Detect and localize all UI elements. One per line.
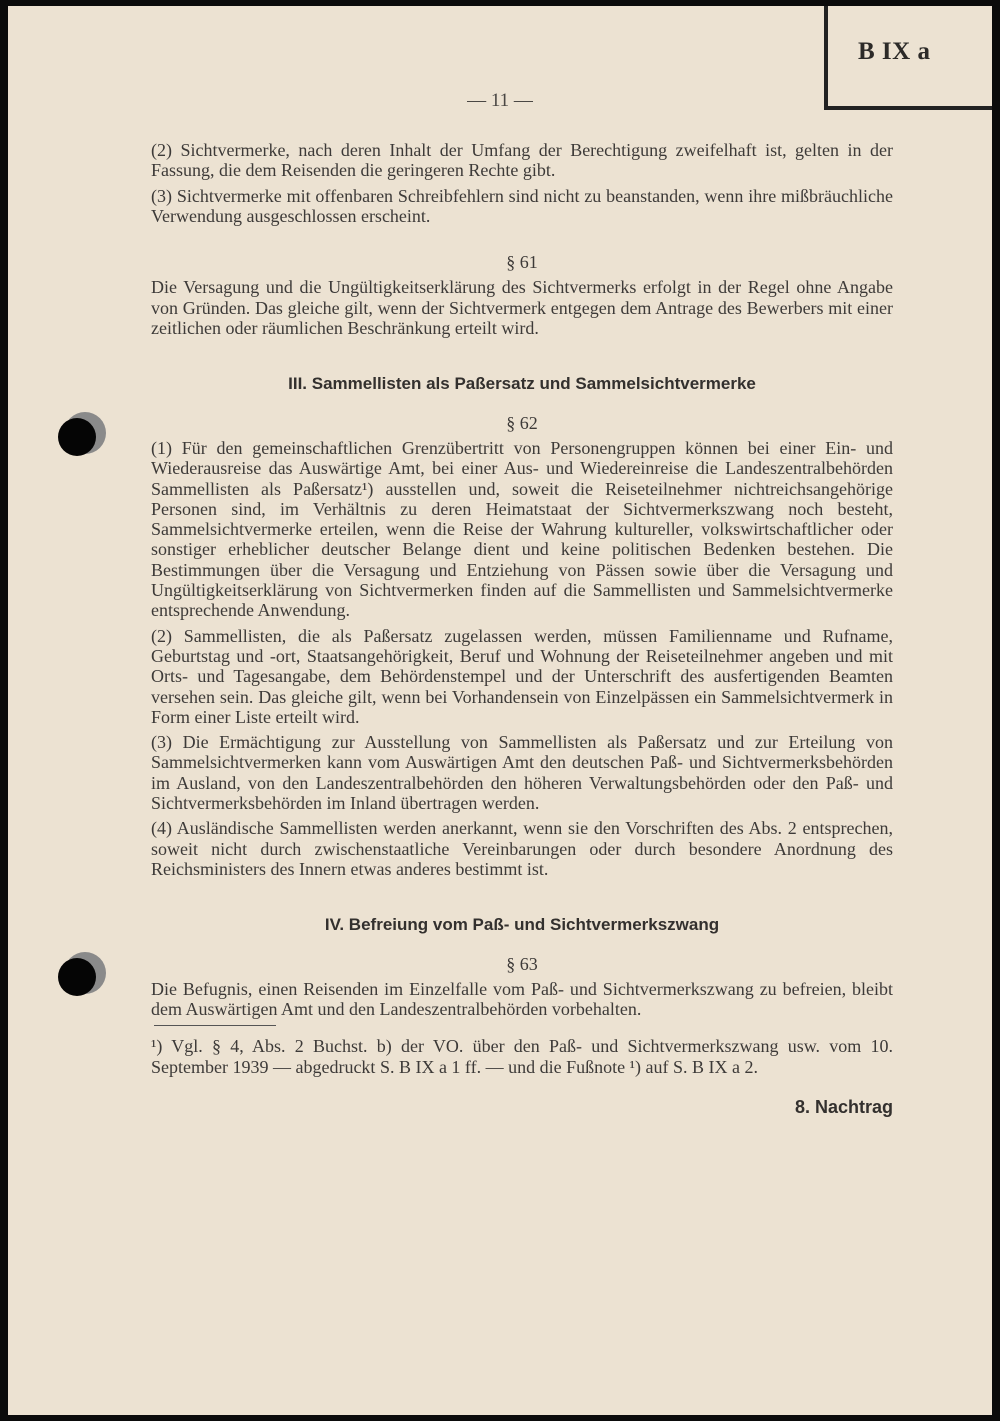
supplement-label: 8. Nachtrag: [794, 1096, 893, 1117]
punch-hole-top: [58, 418, 96, 456]
part-4-heading: IV. Befreiung vom Paß- und Sichtvermerkszwang: [324, 915, 720, 935]
paragraph-60-2: (2) Sichtvermerke, nach deren Inhalt der Umfang der Berechtigung zweifelhaft ist, gelten in der Fassung, die dem Reisenden die geringeren Rechte gibt.: [151, 140, 893, 181]
footnote-divider: [154, 1025, 276, 1026]
section-62-4: (4) Ausländische Sammellisten werden anerkannt, wenn sie den Vorschriften des Abs. 2 entsprechen, soweit nicht durch zwischenstaatliche Vereinbarungen oder durch besondere Anordnung des Reichsministers des Innern etwas anderes bestimmt ist.: [151, 818, 893, 879]
body-text: [151, 140, 893, 1117]
section-62-label: § 62: [506, 412, 538, 433]
section-62-2: (2) Sammellisten, die als Paßersatz zugelassen werden, müssen Familienname und Rufname, Geburtstag und -ort, Staatsangehörigkeit, Beruf und Wohnung der Reiseteilnehmer angeben und mit Orts- und Tagesangabe, dem Behördenstempel und der Unterschrift des ausfertigenden Beamten versehen sein. Das gleiche gilt, wenn bei Vorhandensein von Einzelpässen ein Sammelsichtvermerk in Form einer Liste erteilt wird.: [151, 625, 893, 727]
section-62-3: (3) Die Ermächtigung zur Ausstellung von Sammellisten als Paßersatz und zur Erteilung von Sammelsichtvermerken kann vom Auswärtigen Amt den deutschen Paß- und Sichtvermerksbehörden im Ausland, von den Landeszentralbehörden den höheren Verwaltungsbehörden oder den Paß- und Sichtvermerksbehörden im Inland übertragen werden.: [151, 732, 893, 814]
section-63-label: § 63: [506, 953, 538, 974]
register-tab-label: B IX a: [858, 38, 931, 65]
footnote-text: ¹) Vgl. § 4, Abs. 2 Buchst. b) der VO. über den Paß- und Sichtvermerkszwang usw. vom 10. September 1939 — abgedruckt S. B IX a 1 ff. — und die Fußnote ¹) auf S. B IX a 2.: [151, 1036, 893, 1077]
document-page: [8, 6, 992, 1415]
paragraph-60-3: (3) Sichtvermerke mit offenbaren Schreibfehlern sind nicht zu beanstanden, wenn ihre mißbräuchliche Verwendung ausgeschlossen erscheint.: [151, 185, 893, 226]
section-62-1: (1) Für den gemeinschaftlichen Grenzübertritt von Personengruppen können bei einer Ein- und Wiederausreise das Auswärtige Amt, bei einer Aus- und Wiedereinreise die Landeszentralbehörden Sammellisten als Paßersatz¹) ausstellen und, soweit die Reiseteilnehmer nichtreichsangehörige Personen sind, im Verhältnis zu deren Heimatstaat der Sichtvermerkszwang noch besteht, Sammelsichtvermerke erteilen, wenn die Reise der Wahrung kultureller, volkswirtschaftlicher oder sonstiger erheblicher deutscher Belange dient und keine politischen Bedenken bestehen. Die Bestimmungen über die Versagung und Entziehung von Pässen sowie über die Versagung und Ungültigkeitserklärung von Sichtvermerken finden auf die Sammellisten und Sammelsichtvermerke entsprechende Anwendung.: [151, 437, 893, 621]
section-61-label: § 61: [506, 252, 538, 273]
section-63-text: Die Befugnis, einen Reisenden im Einzelfalle vom Paß- und Sichtvermerkszwang zu befreien, bleibt dem Auswärtigen Amt und den Landeszentralbehörden vorbehalten.: [151, 978, 893, 1020]
part-3-heading: III. Sammellisten als Paßersatz und Sammelsichtvermerke: [288, 374, 756, 394]
section-61-text: Die Versagung und die Ungültigkeitserklärung des Sichtvermerks erfolgt in der Regel ohne Angabe von Gründen. Das gleiche gilt, wenn der Sichtvermerk entgegen dem Antrage des Bewerbers mit einer zeitlichen oder räumlichen Beschränkung erteilt wird.: [151, 277, 893, 339]
page-number: — 11 —: [467, 90, 533, 111]
punch-hole-bottom: [58, 958, 96, 996]
